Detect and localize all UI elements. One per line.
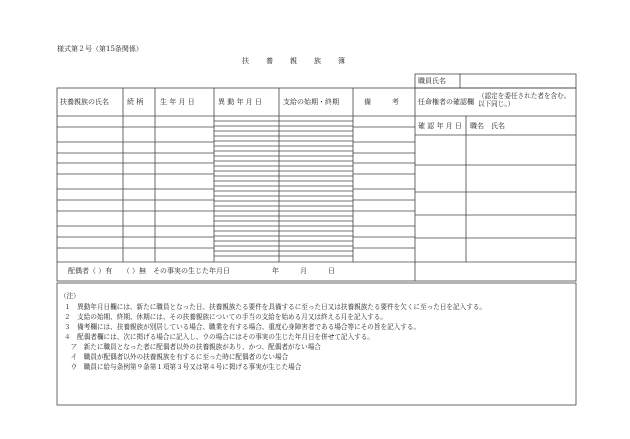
note-item-1: １ 異動年月日欄には、新たに職員となった日、扶養親族たる要件を具備するに至った日又は扶養親族たる要件を欠くに至った日を記入する。	[64, 303, 486, 311]
employee-name-label: 職員氏名	[418, 77, 446, 85]
form-number: 様式第２号（第15条関係）	[57, 45, 143, 53]
col-relation: 続 柄	[127, 98, 144, 106]
col-position-name: 職名 氏名	[470, 122, 505, 130]
col-confirm-date: 確 認 年 月 日	[418, 122, 462, 130]
col-payment-period: 支給の始期・終期	[283, 98, 339, 106]
col-appointer-title: 任命権者の確認欄	[418, 98, 474, 106]
col-birthdate: 生 年 月 日	[160, 98, 195, 106]
note-item-4c: ウ 職員に給与条例第９条第１項第３号又は第４号に掲げる事実が生じた場合	[64, 363, 302, 371]
note-item-4: ４ 配偶者欄には、次に掲げる場合に記入し、ウの場合にはその事実の生じた年月日を併せて記入する。	[64, 333, 374, 341]
note-item-4b: イ 職員が配偶者以外の扶養親族を有するに至った時に配偶者のない場合	[64, 353, 289, 361]
note-item-4a: ア 新たに職員となった者に配偶者以外の扶養親族があり、かつ、配偶者がない場合	[64, 343, 321, 351]
col-remarks: 備 考	[364, 98, 399, 106]
main-table	[57, 88, 576, 281]
col-appointer-note: （認定を委任された者を含む。以下同じ。）	[478, 92, 571, 108]
page-title: 扶 養 親 族 簿	[242, 57, 346, 65]
note-item-2: ２ 支給の始期、終期、休期には、その扶養親族についての手当の支給を始める月又は終える月を記入する。	[64, 313, 387, 321]
col-dependent-name: 扶養親族の氏名	[60, 98, 109, 106]
note-item-3: ３ 備考欄には、扶養親族が別居している場合、職業を有する場合、重度心身障害者である場合等にその旨を記入する。	[64, 323, 421, 331]
col-change-date: 異 動 年 月 日	[218, 98, 262, 106]
notes-header: （注）	[60, 292, 80, 300]
spouse-line: 配偶者（ ）有 （ ）無 その事実の生じた年月日 年 月 日	[68, 267, 335, 275]
